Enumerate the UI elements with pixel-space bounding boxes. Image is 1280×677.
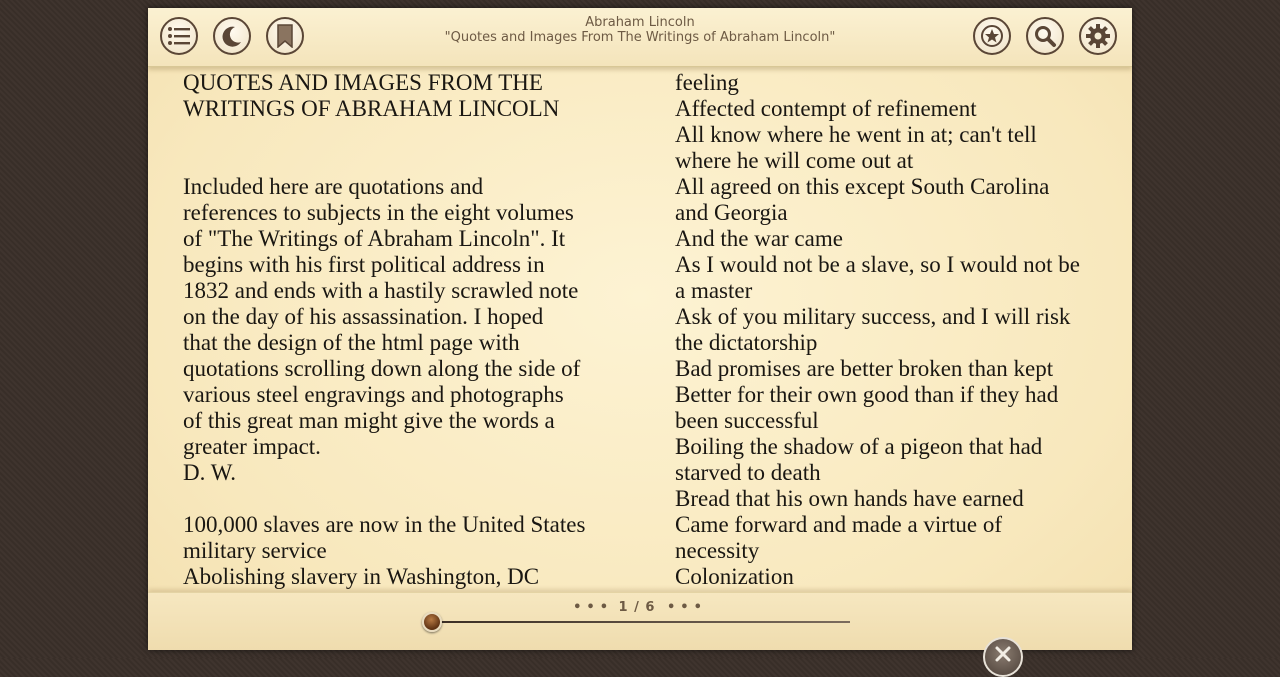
left-column-line (183, 486, 623, 512)
right-column-line: All know where he went in at; can't tell (675, 122, 1037, 147)
star-icon (980, 24, 1004, 48)
left-column-line: 1832 and ends with a hastily scrawled note (183, 278, 579, 303)
left-column-line: various steel engravings and photographs (183, 382, 564, 407)
left-column-line (183, 148, 623, 174)
right-column-line: Colonization (675, 564, 794, 589)
right-column-line: necessity (675, 538, 760, 563)
left-column-line: military service (183, 538, 327, 563)
right-column-line: starved to death (675, 460, 821, 485)
left-column-line (183, 122, 623, 148)
table-of-contents-button[interactable] (160, 17, 198, 55)
list-icon (167, 26, 191, 46)
right-column-line: a master (675, 278, 753, 303)
gear-icon (1085, 23, 1111, 49)
left-column-line: D. W. (183, 460, 237, 485)
left-column-line: Abolishing slavery in Washington, DC (183, 564, 540, 589)
reader-page (148, 8, 1132, 650)
right-column-line: Bread that his own hands have earned (675, 486, 1024, 511)
moon-icon (221, 25, 243, 47)
page-slider-track[interactable] (432, 621, 850, 623)
bookmarks-button[interactable] (266, 17, 304, 55)
left-column-line: on the day of his assassination. I hoped (183, 304, 544, 329)
page-number: 1 / 6 (618, 600, 656, 615)
right-column-line: Boiling the shadow of a pigeon that had (675, 434, 1043, 459)
text-column-right (675, 70, 1105, 590)
left-column-line: begins with his first political address in (183, 252, 545, 277)
left-column-line: Included here are quotations and (183, 174, 484, 199)
right-column-line: Affected contempt of refinement (675, 96, 977, 121)
left-column-line: quotations scrolling down along the side of (183, 356, 581, 381)
right-column-line: and Georgia (675, 200, 788, 225)
right-column-line: feeling (675, 70, 739, 95)
favorites-button[interactable] (973, 17, 1011, 55)
right-column-line: Better for their own good than if they had (675, 382, 1059, 407)
dots-right: ••• (666, 600, 707, 615)
left-column-line: that the design of the html page with (183, 330, 520, 355)
right-column-line: where he will come out at (675, 148, 914, 173)
text-column-left (183, 70, 623, 590)
night-mode-button[interactable] (213, 17, 251, 55)
navigation-bar (148, 592, 1132, 650)
close-icon (994, 645, 1012, 668)
left-column-line: of "The Writings of Abraham Lincoln". It (183, 226, 566, 251)
right-column-line: As I would not be a slave, so I would not be (675, 252, 1080, 277)
book-author: Abraham Lincoln (585, 15, 695, 30)
search-icon (1033, 24, 1057, 48)
right-column-line: Ask of you military success, and I will risk (675, 304, 1071, 329)
reader-toolbar (148, 8, 1132, 67)
page-slider-thumb[interactable] (422, 612, 442, 632)
right-column-line: Bad promises are better broken than kept (675, 356, 1054, 381)
bookmark-icon (276, 24, 294, 48)
page-indicator (148, 600, 1132, 615)
left-column-line: QUOTES AND IMAGES FROM THE (183, 70, 543, 95)
left-column-line: greater impact. (183, 434, 321, 459)
left-column-line: of this great man might give the words a (183, 408, 555, 433)
right-column-line: Came forward and made a virtue of (675, 512, 1002, 537)
left-column-line: WRITINGS OF ABRAHAM LINCOLN (183, 96, 560, 121)
settings-button[interactable] (1079, 17, 1117, 55)
right-column-line: All agreed on this except South Carolina (675, 174, 1050, 199)
dots-left: ••• (573, 600, 614, 615)
close-button[interactable] (983, 637, 1023, 677)
right-column-line: the dictatorship (675, 330, 818, 355)
left-column-line: references to subjects in the eight volumes (183, 200, 574, 225)
left-column-line: 100,000 slaves are now in the United States (183, 512, 586, 537)
search-button[interactable] (1026, 17, 1064, 55)
right-column-line: been successful (675, 408, 819, 433)
right-column-line: And the war came (675, 226, 843, 251)
book-title: "Quotes and Images From The Writings of Abraham Lincoln" (444, 30, 836, 45)
